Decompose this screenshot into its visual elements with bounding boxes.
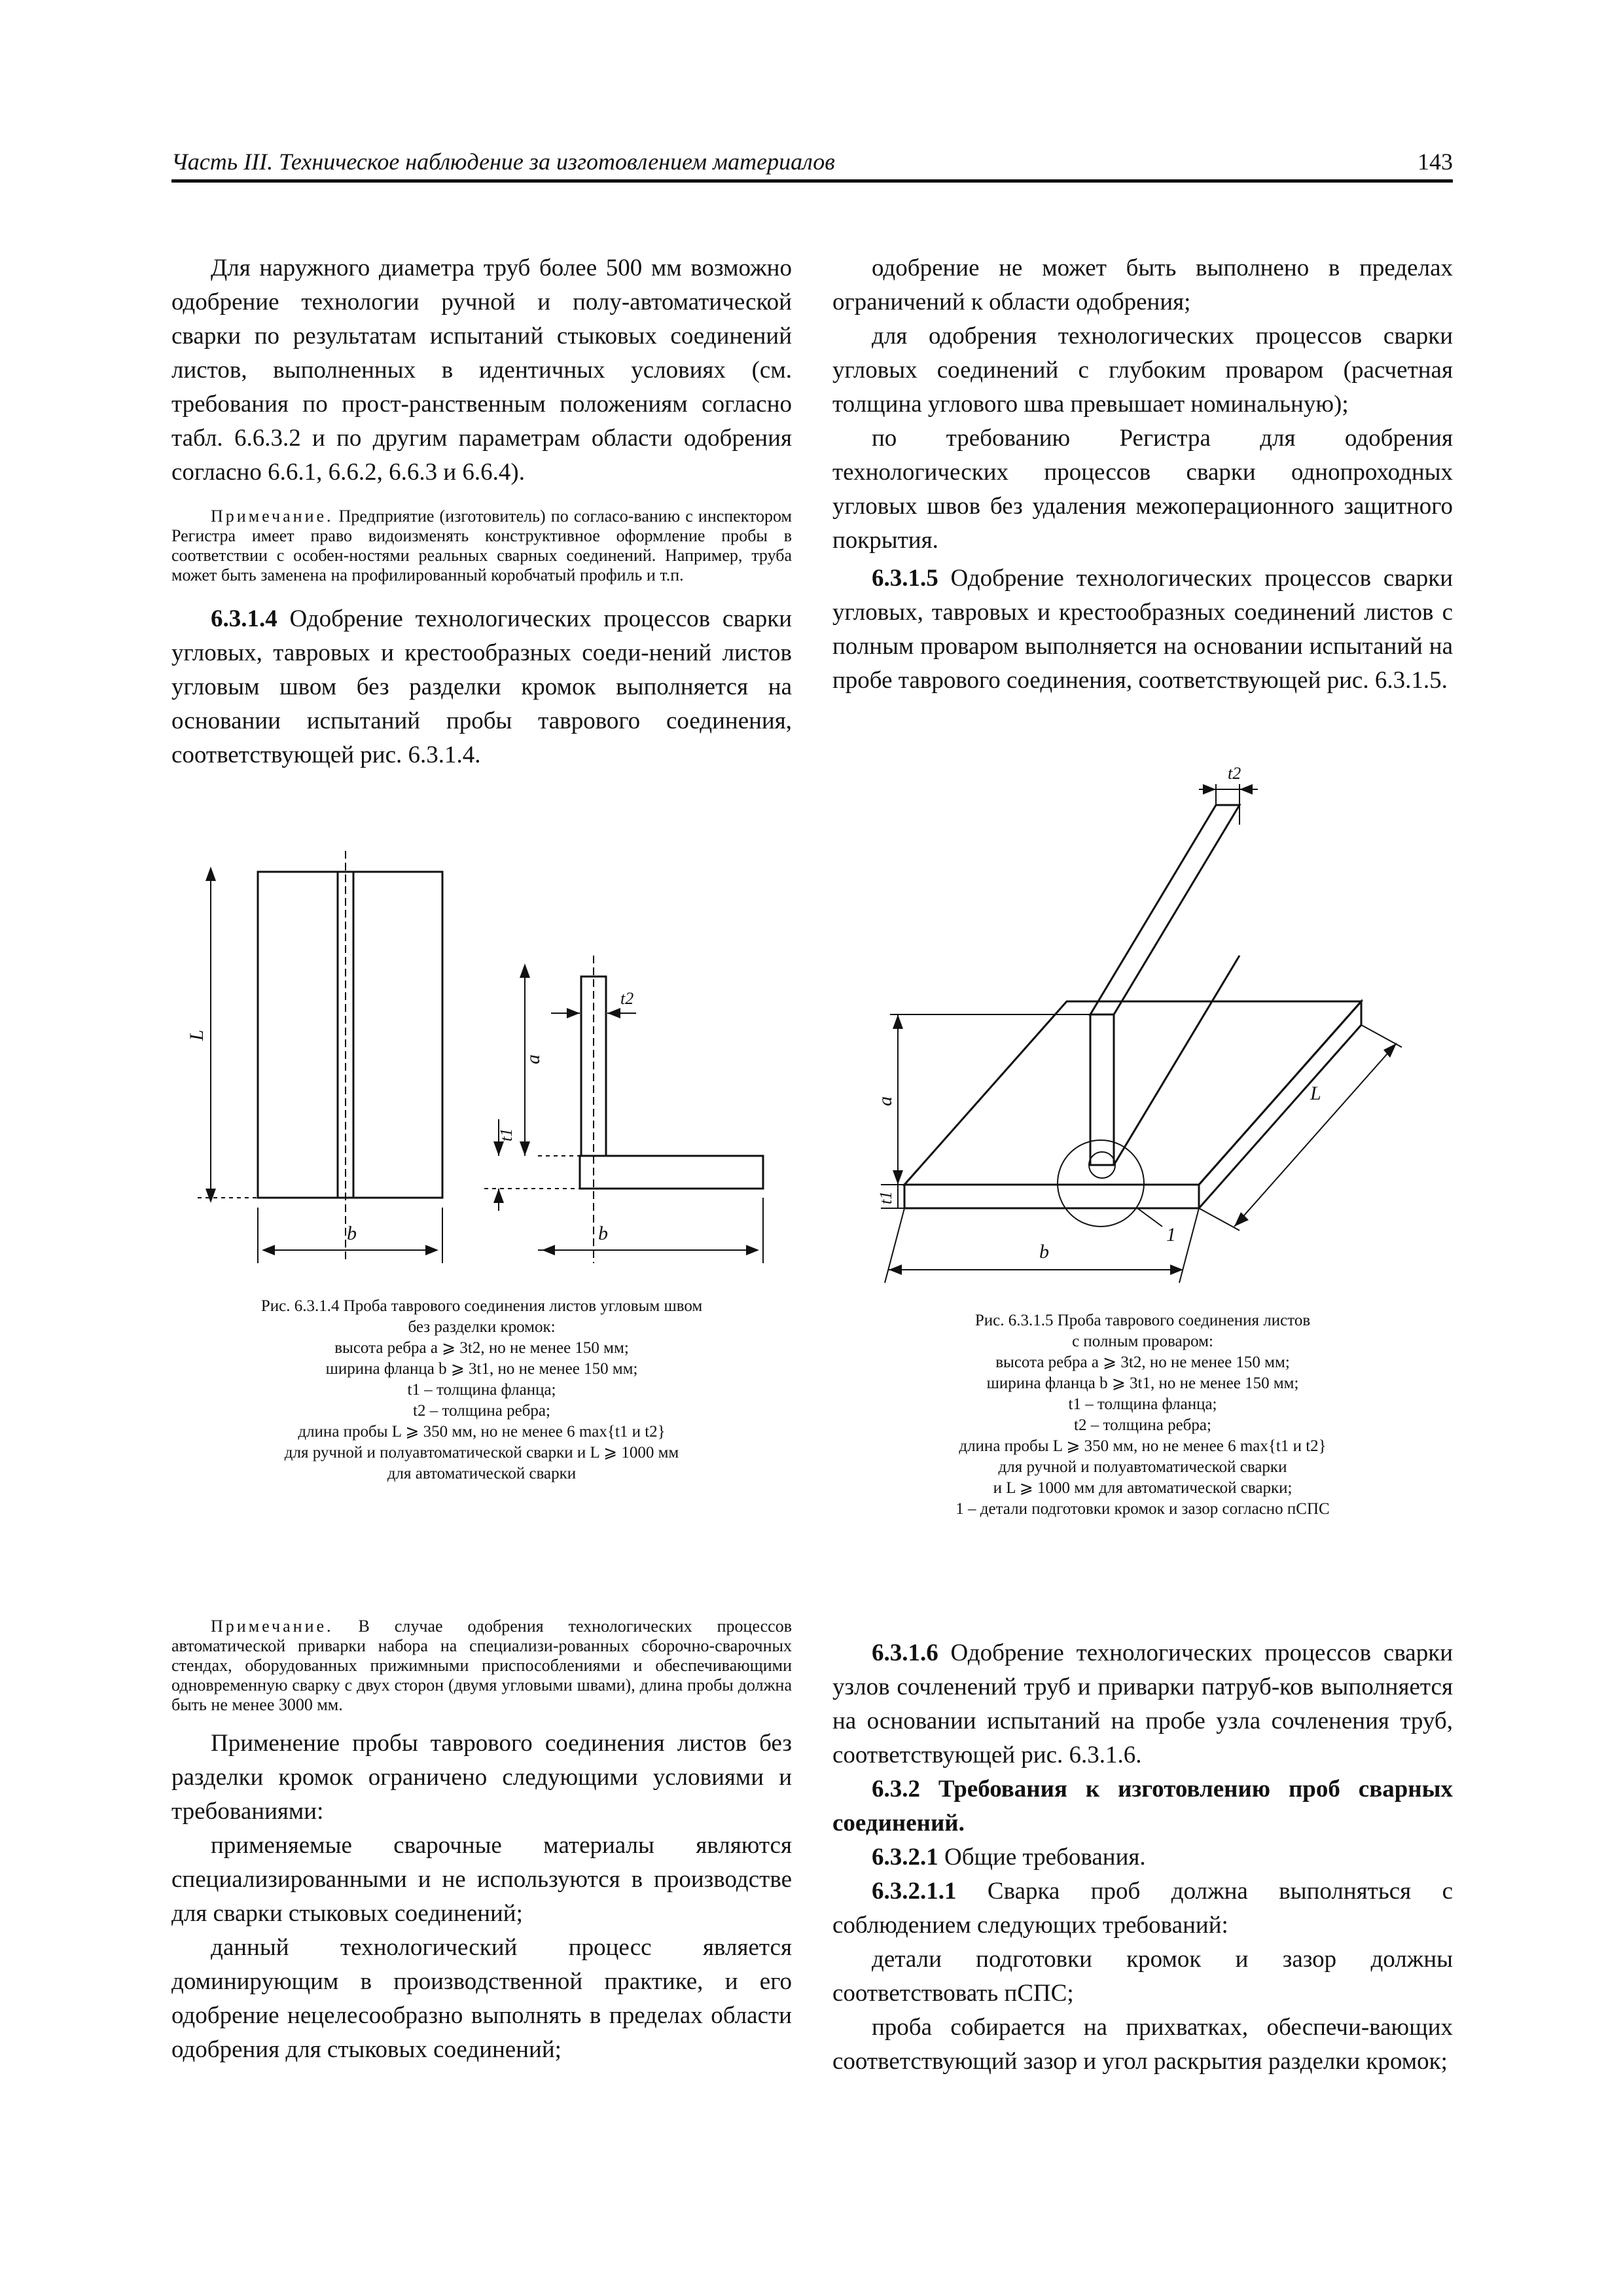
arrow-b1-left — [262, 1245, 275, 1255]
caption-line: t2 – толщина ребра; — [1074, 1416, 1211, 1434]
paragraph-application: Применение пробы таврового соединения листов без разделки кромок ограничено следующими условиями и требованиями: — [171, 1730, 792, 1825]
caption-line: длина пробы L ⩾ 350 мм, но не менее 6 max{t1 и t2} — [298, 1423, 666, 1441]
right-column-top — [832, 251, 1453, 698]
caption-line: для ручной и полуавтоматической сварки и L ⩾ 1000 мм — [284, 1444, 679, 1462]
arrow-a-top — [893, 1014, 903, 1029]
note-2-text: В случае одобрения технологических процессов автоматической приварки набора на специализи-рованных сборочно-сварочных стендах, оборудованных прижимными приспособлениями и обеспечивающими одновременную сварку с двух сторон (двумя угловыми швами), длина пробы должна быть не менее 3000 мм. — [171, 1617, 792, 1714]
heading-6-3-2 — [832, 1772, 1453, 1840]
running-header — [171, 145, 1453, 183]
caption-line: ширина фланца b ⩾ 3t1, но не менее 150 мм; — [325, 1360, 638, 1378]
label-L: L — [1310, 1083, 1321, 1104]
flange-top-face — [904, 1001, 1361, 1185]
caption-line: 1 – детали подготовки кромок и зазор согласно пСПС — [955, 1500, 1330, 1518]
running-title: Часть III. Техническое наблюдение за изготовлением материалов — [171, 149, 835, 175]
arrow-t2-right — [1240, 784, 1253, 795]
detail-circle — [1058, 1140, 1144, 1227]
section-flange — [580, 1156, 763, 1189]
label-t1: t1 — [497, 1128, 516, 1141]
paragraph-requirement-1: детали подготовки кромок и зазор должны соответствовать пСПС; — [832, 1946, 1453, 2007]
caption-line: t1 – толщина фланца; — [1068, 1395, 1217, 1413]
caption-line: высота ребра a ⩾ 3t2, но не менее 150 мм; — [995, 1354, 1290, 1371]
paragraph-requirement-2: проба собирается на прихватках, обеспечи-вающих соответствующий зазор и угол раскрытия разделки кромок; — [832, 2014, 1453, 2075]
paragraph-6-3-1-6 — [832, 1636, 1453, 1772]
label-a: a — [522, 1054, 544, 1064]
caption-6-3-1-5 — [832, 1310, 1453, 1520]
paragraph-6-3-1-4-text: Одобрение технологических процессов сварки угловых, тавровых и крестообразных соеди-нений листов угловым швом без разделки кромок выполняется на основании испытаний пробы таврового соединения, соответствующей рис. 6.3.1.4. — [171, 605, 792, 768]
callout-leader — [1137, 1208, 1162, 1227]
caption-line: Рис. 6.3.1.4 Проба таврового соединения листов угловым швом — [260, 1297, 703, 1315]
heading-6-3-2-text: Требования к изготовлению проб сварных соединений. — [832, 1776, 1453, 1837]
label-b: b — [1039, 1241, 1049, 1263]
rib-front-face — [1090, 1014, 1114, 1165]
arrow-a-bottom — [520, 1141, 530, 1156]
arrow-b-left — [889, 1265, 902, 1275]
caption-line: ширина фланца b ⩾ 3t1, но не менее 150 мм; — [986, 1374, 1299, 1392]
paragraph-6-3-1-6-text: Одобрение технологических процессов сварки узлов сочленений труб и приварки патруб-ков выполняется на основании испытаний на пробе узла сочленения труб, соответствующей рис. 6.3.1.6. — [832, 1640, 1453, 1768]
arrow-b2-right — [746, 1245, 759, 1255]
label-t2: t2 — [620, 989, 634, 1008]
arrow-t2-right — [607, 1008, 620, 1018]
caption-6-3-1-4 — [171, 1296, 792, 1484]
flange-side-face — [1199, 1001, 1361, 1208]
right-column-bottom — [832, 1636, 1453, 2079]
paragraph-6-3-2-1-1 — [832, 1874, 1453, 1943]
dim-ext-L-bottom — [1199, 1208, 1240, 1230]
section-number-6-3-1-4: 6.3.1.4 — [211, 605, 277, 632]
paragraph-6-3-1-5 — [832, 562, 1453, 698]
label-L-plan: L — [186, 1030, 207, 1041]
caption-line: t2 – толщина ребра; — [413, 1402, 550, 1420]
label-a: a — [874, 1096, 896, 1106]
section-number-6-3-1-6: 6.3.1.6 — [872, 1640, 938, 1666]
section-number-6-3-2-1: 6.3.2.1 — [872, 1844, 938, 1871]
note-2-lead: Примечание. — [211, 1617, 334, 1636]
arrow-t1-bottom — [493, 1189, 504, 1203]
paragraph-6-3-2-1-1-text: Сварка проб должна выполняться с соблюдением следующих требований: — [832, 1878, 1453, 1939]
label-b-section: b — [598, 1223, 608, 1244]
label-callout-1: 1 — [1166, 1224, 1176, 1246]
section-number-6-3-1-5: 6.3.1.5 — [872, 565, 938, 592]
paragraph-6-3-2-1-text: Общие требования. — [938, 1844, 1146, 1871]
arrow-t1-top — [493, 1141, 504, 1156]
dim-ext-b-right — [1179, 1208, 1199, 1283]
paragraph-intro: Для наружного диаметра труб более 500 мм возможно одобрение технологии ручной и полу-автоматической сварки по результатам испытаний стыковых соединений листов, выполненных в идентичных условиях (см. требования по прост-ранственным положениям согласно табл. 6.6.3.2 и по другим параметрам области одобрения согласно 6.6.1, 6.6.2, 6.6.3 и 6.6.4). — [171, 255, 792, 486]
plan-plate — [258, 872, 442, 1198]
figure-6-3-1-5 — [832, 766, 1453, 1289]
caption-line: с полным проваром: — [1072, 1333, 1213, 1350]
caption-line: без разделки кромок: — [408, 1318, 556, 1336]
caption-line: для автоматической сварки — [387, 1465, 577, 1482]
arrow-L-bottom — [205, 1189, 216, 1203]
rib-side-edge — [1114, 956, 1240, 1165]
caption-line: Рис. 6.3.1.5 Проба таврового соединения листов — [974, 1312, 1311, 1329]
arrow-L-bottom — [1234, 1212, 1249, 1227]
note-1-lead: Примечание. — [211, 507, 334, 526]
section-number-6-3-2: 6.3.2 — [872, 1776, 920, 1803]
paragraph-6-3-1-5-text: Одобрение технологических процессов сварки угловых, тавровых и крестообразных соединений листов с полным проваром выполняется на основании испытаний на пробе таврового соединения, соответствующей рис. 6.3.1.5. — [832, 565, 1453, 694]
figure-6-3-1-4 — [171, 844, 792, 1276]
paragraph-condition-2: данный технологический процесс является доминирующим в производственной практике, и его одобрение нецелесообразно выполнять в пределах области одобрения для стыковых соединений; — [171, 1934, 792, 2063]
section-number-6-3-2-1-1: 6.3.2.1.1 — [872, 1878, 957, 1905]
paragraph-fillet: для одобрения технологических процессов сварки угловых соединений с глубоким проваром (расчетная толщина углового шва превышает номинальную); — [832, 323, 1453, 418]
paragraph-6-3-1-4 — [171, 602, 792, 772]
caption-line: t1 – толщина фланца; — [407, 1381, 556, 1399]
arrow-L-top — [205, 867, 216, 881]
paragraph-6-3-2-1 — [832, 1840, 1453, 1874]
paragraph-continuation: одобрение не может быть выполнено в пределах ограничений к области одобрения; — [832, 255, 1453, 315]
label-t2: t2 — [1228, 766, 1241, 783]
label-b-plan: b — [347, 1223, 357, 1244]
rib-top-edge — [1090, 805, 1240, 1014]
arrow-b2-left — [542, 1245, 555, 1255]
paragraph-register: по требованию Регистра для одобрения технологических процессов сварки однопроходных угловых швов без удаления межоперационного защитного покрытия. — [832, 425, 1453, 554]
figure-6-3-1-5-drawing — [832, 766, 1453, 1289]
note-2 — [171, 1617, 792, 1715]
arrow-b1-right — [425, 1245, 438, 1255]
flange-front-face — [904, 1185, 1199, 1208]
arrow-t2-left — [567, 1008, 580, 1018]
arrow-a-top — [520, 963, 530, 978]
paragraph-condition-1: применяемые сварочные материалы являются специализированными и не используются в производстве для сварки стыковых соединений; — [171, 1832, 792, 1927]
caption-line: для ручной и полуавтоматической сварки — [998, 1458, 1287, 1476]
note-1 — [171, 507, 792, 585]
left-column-top — [171, 251, 792, 772]
page-number: 143 — [1418, 149, 1453, 175]
label-t1: t1 — [876, 1191, 895, 1204]
arrow-a-bottom — [893, 1170, 903, 1185]
left-column-bottom — [171, 1617, 792, 2067]
caption-line: длина пробы L ⩾ 350 мм, но не менее 6 max{t1 и t2} — [959, 1437, 1327, 1455]
arrow-t2-left — [1203, 784, 1216, 795]
caption-line: высота ребра a ⩾ 3t2, но не менее 150 мм; — [334, 1339, 629, 1357]
caption-line: и L ⩾ 1000 мм для автоматической сварки; — [993, 1479, 1293, 1497]
figure-6-3-1-4-drawing — [171, 844, 792, 1276]
note-1-text: Предприятие (изготовитель) по согласо-ванию с инспектором Регистра имеет право видоизменять конструктивное оформление пробы в соответствии с особен-ностями реальных сварных соединений. Например, труба может быть заменена на профилированный коробчатый профиль и т.п. — [171, 507, 792, 584]
dim-line-L — [1234, 1043, 1397, 1227]
